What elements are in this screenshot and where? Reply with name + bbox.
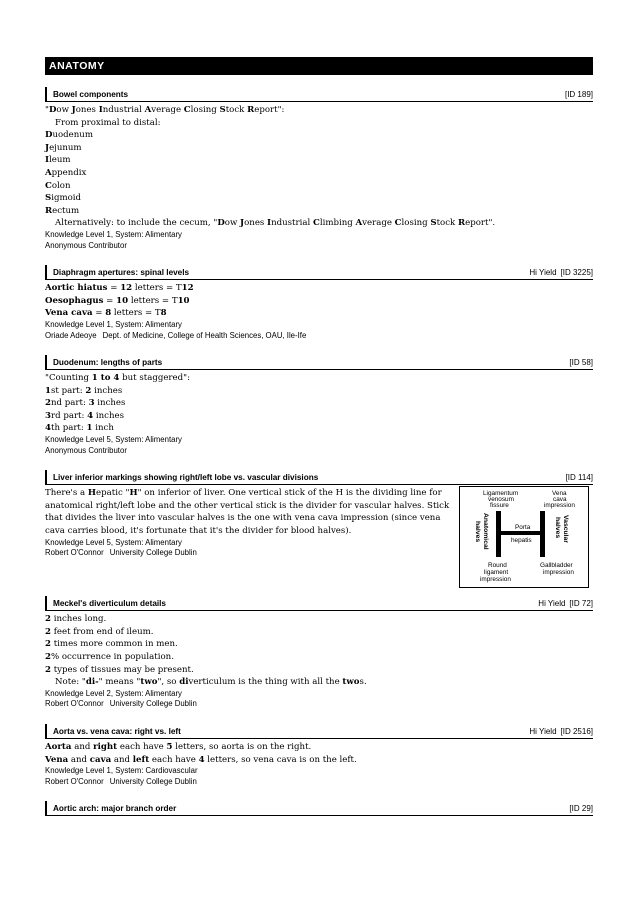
- contributor: Robert O'Connor: [45, 548, 104, 558]
- entry-body: [45, 370, 593, 435]
- affiliation: University College Dublin: [109, 699, 197, 709]
- left-vertical-bar: [496, 511, 501, 557]
- entry-meta: [569, 358, 593, 367]
- label-vascular-halves: halves: [554, 517, 561, 539]
- list-item: Jejunum: [45, 142, 82, 153]
- knowledge-level: Knowledge Level 2, System: Alimentary: [45, 688, 182, 698]
- label-round: Round: [488, 562, 507, 570]
- entry-bowel-components: [45, 87, 593, 251]
- contributor: Anonymous Contributor: [45, 240, 127, 250]
- list-item: 3rd part: 4 inches: [45, 410, 124, 421]
- entry-footer: [45, 230, 593, 251]
- label-gallbladder-impression: impression: [543, 569, 574, 577]
- hi-yield-badge: Hi Yield: [529, 267, 557, 277]
- hi-yield-badge: Hi Yield: [529, 726, 557, 736]
- entry-body: [45, 611, 593, 689]
- label-anatomical-halves: halves: [474, 521, 481, 543]
- entry-id: [ID 114]: [565, 472, 593, 482]
- mnemonic-line: "Dow Jones Industrial Average Closing Stock Report":: [45, 105, 285, 115]
- list-item: 2% occurrence in population.: [45, 652, 174, 663]
- entry-title: Meckel's diverticulum details: [53, 598, 166, 608]
- hi-yield-badge: Hi Yield: [538, 598, 566, 608]
- list-item: 2 feet from end of ileum.: [45, 626, 154, 637]
- list-item: Rectum: [45, 205, 80, 216]
- contributor: Robert O'Connor: [45, 699, 104, 709]
- entry-header: [45, 801, 593, 816]
- entry-meta: [566, 473, 593, 482]
- label-vena: Vena: [552, 490, 567, 498]
- body-line: Aorta and right each have 5 letters, so aorta is on the right.: [45, 742, 312, 752]
- contributor: Anonymous Contributor: [45, 445, 127, 455]
- document-page: [45, 57, 593, 816]
- entry-title: Liver inferior markings showing right/left lobe vs. vascular divisions: [53, 472, 319, 482]
- list-item: 2nd part: 3 inches: [45, 398, 126, 409]
- list-item: Appendix: [45, 167, 87, 178]
- list-item: Colon: [45, 180, 71, 191]
- list-item: Vena cava = 8 letters = T8: [45, 308, 167, 319]
- affiliation: University College Dublin: [109, 548, 197, 558]
- entry-id: [ID 2516]: [560, 726, 593, 736]
- list-item: 2 times more common in men.: [45, 639, 178, 650]
- list-item: Oesophagus = 10 letters = T10: [45, 295, 190, 306]
- entry-footer: [45, 689, 593, 710]
- label-impression: impression: [544, 502, 575, 510]
- label-ligament: ligament: [484, 569, 509, 577]
- mnemonic-line: "Counting 1 to 4 but staggered":: [45, 373, 190, 384]
- knowledge-level: Knowledge Level 1, System: Alimentary: [45, 229, 182, 239]
- entry-title: Aorta vs. vena cava: right vs. left: [53, 726, 181, 736]
- list-item: 1st part: 2 inches: [45, 385, 123, 396]
- label-cava: cava: [553, 496, 567, 504]
- alternative-mnemonic: Alternatively: to include the cecum, "Dow Jones Industrial Climbing Average Closing Stock Report".: [55, 218, 496, 229]
- entry-body: There's a Hepatic "H" on inferior of liver. One vertical stick of the H is the dividing line for anatomical right/left lobe and the other vertical stick is the divider for vascular halves. Stick that divides the liver into vascular halves is the one with vena cava impression (since vena cava carries blood, it's fortunate that it's the divider for blood halves).: [45, 488, 450, 537]
- entry-header: [45, 87, 593, 102]
- entry-meta: [529, 727, 593, 736]
- knowledge-level: Knowledge Level 5, System: Alimentary: [45, 435, 182, 445]
- entry-id: [ID 58]: [569, 357, 593, 367]
- knowledge-level: Knowledge Level 5, System: Alimentary: [45, 537, 182, 547]
- affiliation: University College Dublin: [109, 776, 197, 786]
- knowledge-level: Knowledge Level 1, System: Alimentary: [45, 319, 182, 329]
- entry-aorta-vs-vena-cava: [45, 724, 593, 787]
- entry-id: [ID 189]: [564, 89, 593, 99]
- entry-title: Diaphragm apertures: spinal levels: [53, 267, 190, 277]
- list-item: 2 inches long.: [45, 614, 107, 625]
- entry-header: [45, 470, 593, 485]
- label-gallbladder: Gallbladder: [540, 562, 573, 570]
- entry-body: [45, 280, 593, 320]
- body-line: Vena and cava and left each have 4 letters, so vena cava is on the left.: [45, 754, 357, 765]
- entry-title: Duodenum: lengths of parts: [53, 357, 163, 367]
- list-item: Duodenum: [45, 130, 93, 141]
- entry-header: [45, 355, 593, 370]
- entry-header: [45, 265, 593, 280]
- affiliation: Dept. of Medicine, College of Health Sciences, OAU, Ile-Ife: [102, 330, 307, 340]
- contributor: Oriade Adeoye: [45, 330, 97, 340]
- entry-title: Bowel components: [53, 89, 129, 99]
- entry-id: [ID 29]: [569, 803, 593, 813]
- knowledge-level: Knowledge Level 1, System: Cardiovascular: [45, 766, 198, 776]
- entry-duodenum-lengths: [45, 355, 593, 456]
- label-anatomical: Anatomical: [482, 513, 489, 550]
- label-hepatis: hepatis: [511, 537, 532, 545]
- entry-header: [45, 596, 593, 611]
- label-fissure: fissure: [490, 502, 509, 510]
- list-item: 2 types of tissues may be present.: [45, 664, 194, 675]
- entry-meta: [529, 268, 593, 277]
- section-header: ANATOMY: [45, 57, 593, 75]
- list-item: Ileum: [45, 155, 71, 166]
- entry-meta: [569, 804, 593, 813]
- entry-meta: [538, 599, 593, 608]
- entry-diaphragm-apertures: [45, 265, 593, 341]
- list-item: Aortic hiatus = 12 letters = T12: [45, 283, 194, 294]
- label-ligamentum: Ligamentum: [483, 490, 519, 498]
- list-item: 4th part: 1 inch: [45, 423, 114, 434]
- label-porta: Porta: [515, 524, 531, 532]
- right-vertical-bar: [540, 511, 545, 557]
- entry-footer: [45, 766, 593, 787]
- entry-title: Aortic arch: major branch order: [53, 803, 177, 813]
- contributor: Robert O'Connor: [45, 776, 104, 786]
- entry-id: [ID 3225]: [560, 267, 593, 277]
- entry-header: [45, 724, 593, 739]
- entry-id: [ID 72]: [569, 598, 593, 608]
- label-vascular: Vascular: [562, 515, 569, 544]
- entry-liver-markings: [45, 470, 593, 582]
- list-item: Sigmoid: [45, 193, 82, 204]
- entry-footer: [45, 435, 593, 456]
- note-line: Note: "di-" means "two", so diverticulum is the thing with all the twos.: [55, 677, 367, 688]
- label-round-impression: impression: [480, 576, 511, 584]
- entry-footer: [45, 320, 593, 341]
- entry-meckels-diverticulum: [45, 596, 593, 710]
- body-line: From proximal to distal:: [55, 117, 161, 128]
- label-venosum: venosum: [488, 496, 514, 504]
- entry-meta: [565, 90, 593, 99]
- crossbar: [501, 531, 540, 535]
- liver-diagram: [459, 486, 589, 588]
- entry-body: [45, 102, 593, 230]
- liver-h-diagram: [460, 487, 588, 587]
- entry-body: [45, 739, 593, 766]
- entry-aortic-arch: [45, 801, 593, 816]
